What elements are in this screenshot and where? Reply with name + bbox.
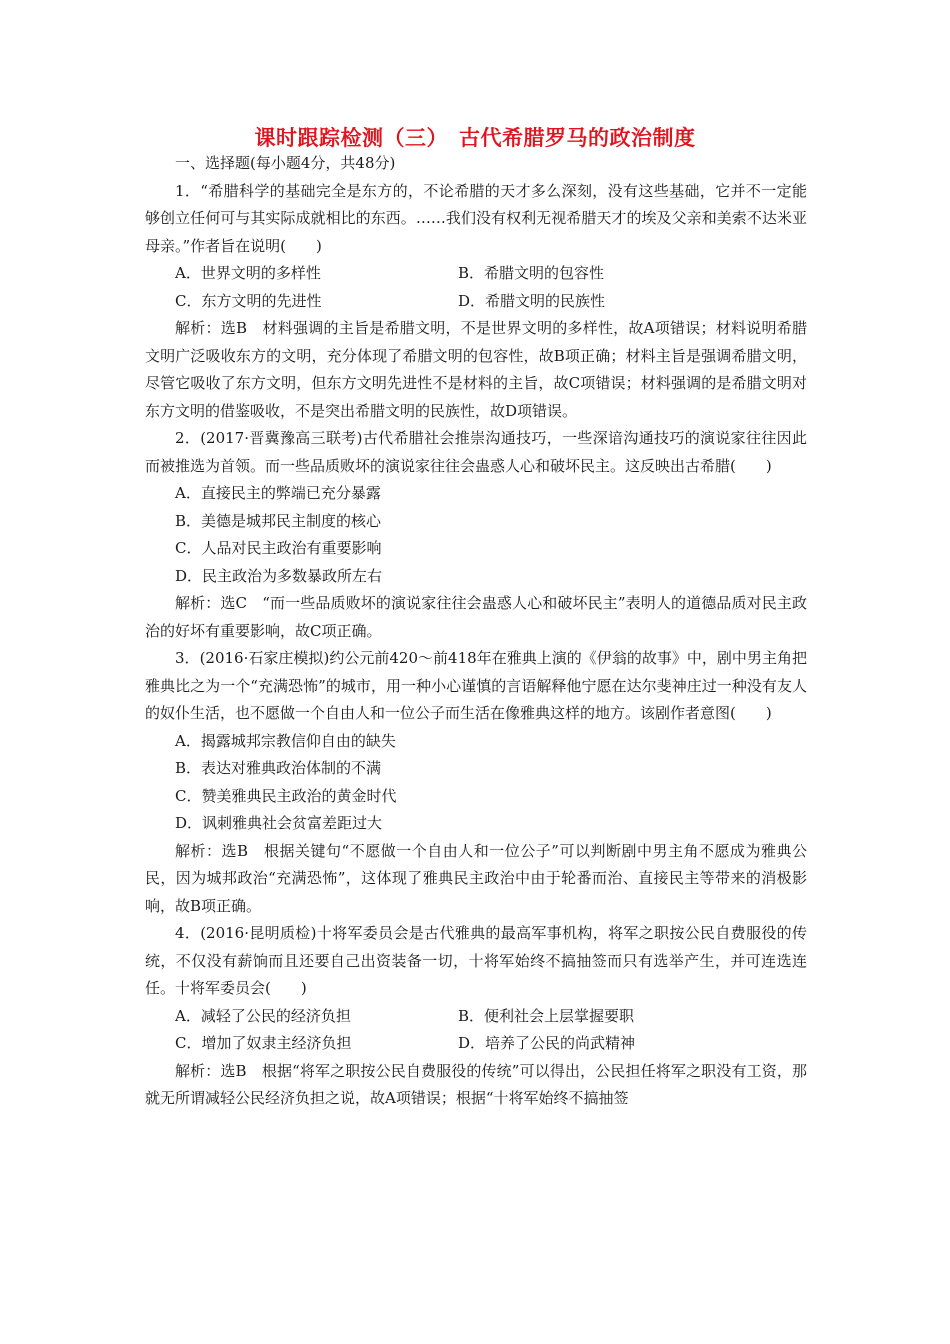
- option-c: C．赞美雅典民主政治的黄金时代: [175, 786, 397, 805]
- option-b: B．便利社会上层掌握要职: [458, 1006, 635, 1025]
- option-b: B．希腊文明的包容性: [458, 264, 605, 282]
- option-c: C．东方文明的先进性: [175, 291, 322, 310]
- option-c: C．增加了奴隶主经济负担: [175, 1034, 352, 1052]
- page-title: 课时跟踪检测（三） 古代希腊罗马的政治制度: [254, 126, 696, 150]
- question-stem-2: 2．(2017·晋冀豫高三联考)古代希腊社会推崇沟通技巧，一些深谙沟通技巧的演说家往往因此而被推选为首领。而一些品质败坏的演说家往往会蛊惑人心和破坏民主。这反映出古希腊( ): [145, 429, 807, 475]
- option-a: A．揭露城邦宗教信仰自由的缺失: [175, 731, 396, 750]
- document-body: [145, 150, 807, 1113]
- option-row: [145, 1030, 807, 1058]
- option-row: [145, 288, 807, 316]
- option-b: B．美德是城邦民主制度的核心: [175, 511, 382, 530]
- option-row: [145, 260, 807, 288]
- option-a: A．直接民主的弊端已充分暴露: [175, 484, 381, 502]
- option-row: [145, 1003, 807, 1031]
- section-heading: 一、选择题(每小题4分，共48分): [175, 154, 396, 172]
- option-c: C．人品对民主政治有重要影响: [175, 539, 382, 557]
- question-stem-3: 3．(2016·石家庄模拟)约公元前420～前418年在雅典上演的《伊翁的故事》中，剧中男主角把雅典比之为一个“充满恐怖”的城市，用一种小心谨慎的言语解释他宁愿在达尔斐神庄过一种没有友人的奴仆生活，也不愿做一个自由人和一位公子而生活在像雅典这样的地方。该剧作者意图( ): [145, 649, 807, 722]
- option-d: D．培养了公民的尚武精神: [458, 1034, 636, 1052]
- analysis-2: 解析：选C “而一些品质败坏的演说家往往会蛊惑人心和破坏民主”表明人的道德品质对民主政治的好坏有重要影响，故C项正确。: [145, 594, 807, 640]
- option-d: D．民主政治为多数暴政所左右: [175, 566, 383, 585]
- option-a: A．减轻了公民的经济负担: [175, 1006, 351, 1025]
- option-d: D．讽刺雅典社会贫富差距过大: [175, 814, 383, 832]
- option-d: D．希腊文明的民族性: [458, 291, 606, 310]
- question-stem-4: 4．(2016·昆明质检)十将军委员会是古代雅典的最高军事机构，将军之职按公民自费服役的传统，不仅没有薪饷而且还要自己出资装备一切，十将军始终不搞抽签而只有选举产生，并可连选连任。十将军委员会( ): [145, 924, 807, 997]
- question-stem-1: 1．“希腊科学的基础完全是东方的，不论希腊的天才多么深刻，没有这些基础，它并不一定能够创立任何可与其实际成就相比的东西。……我们没有权利无视希腊天才的埃及父亲和美索不达米亚母亲。”作者旨在说明( ): [145, 181, 807, 255]
- analysis-4: 解析：选B 根据“将军之职按公民自费服役的传统”可以得出，公民担任将军之职没有工资，那就无所谓减轻公民经济负担之说，故A项错误；根据“十将军始终不搞抽签: [145, 1061, 807, 1107]
- option-b: B．表达对雅典政治体制的不满: [175, 759, 382, 777]
- analysis-1: 解析：选B 材料强调的主旨是希腊文明，不是世界文明的多样性，故A项错误；材料说明希腊文明广泛吸收东方的文明，充分体现了希腊文明的包容性，故B项正确；材料主旨是强调希腊文明，尽管它吸收了东方文明，但东方文明先进性不是材料的主旨，故C项错误；材料强调的是希腊文明对东方文明的借鉴吸收，不是突出希腊文明的民族性，故D项错误。: [145, 319, 807, 420]
- option-a: A．世界文明的多样性: [175, 264, 321, 282]
- analysis-3: 解析：选B 根据关键句“不愿做一个自由人和一位公子”可以判断剧中男主角不愿成为雅典公民，因为城邦政治“充满恐怖”，这体现了雅典民主政治中由于轮番而治、直接民主等带来的消极影响，故B项正确。: [145, 841, 807, 915]
